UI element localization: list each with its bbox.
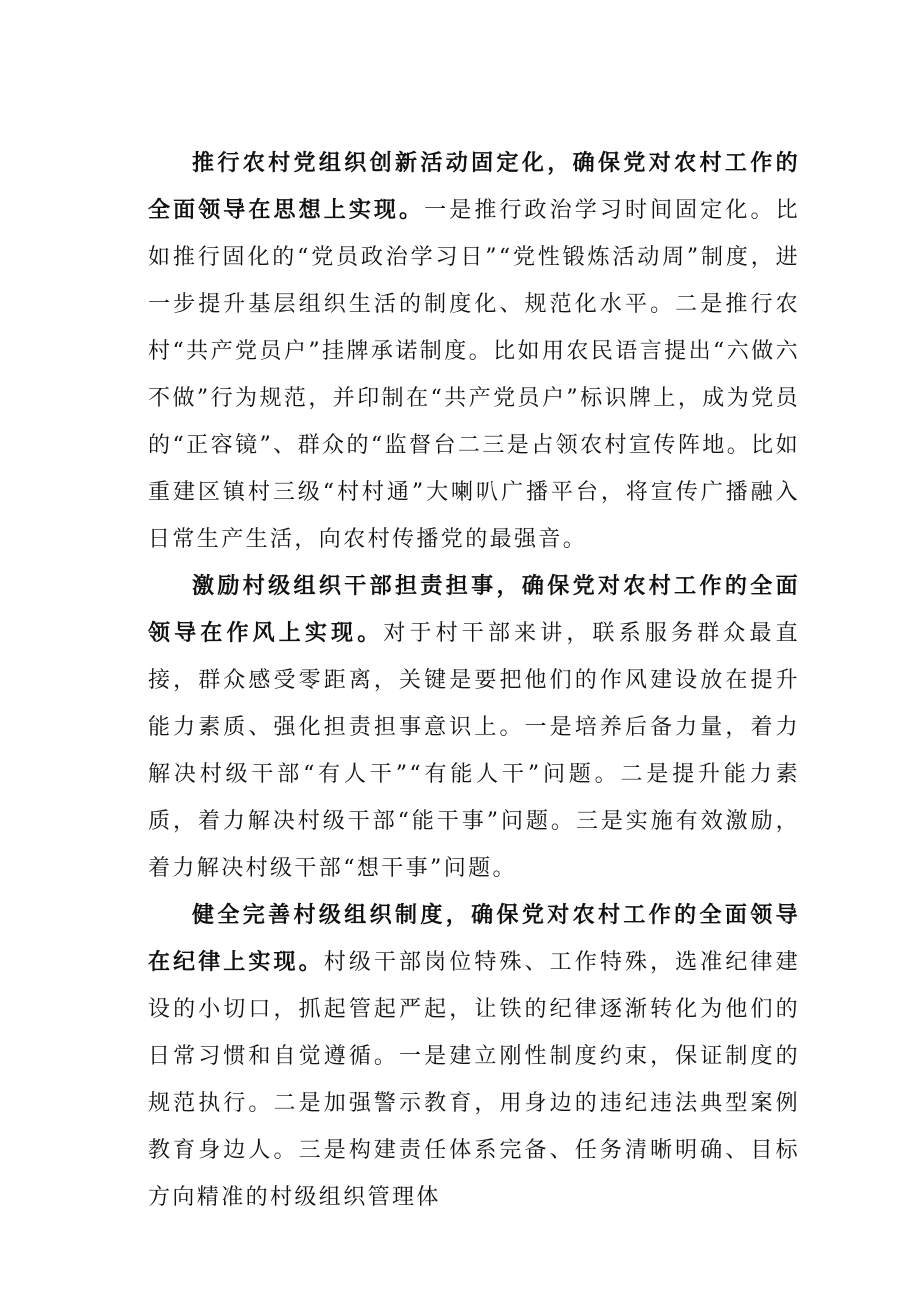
paragraph-lead: 推行农村党组织创新活动固定化，确保党对农村工作的全面领导在思想上实现。 [148, 150, 800, 223]
paragraph-discipline [148, 892, 800, 1221]
paragraph-lead: 激励村级组织干部担责担事，确保党对农村工作的全面领导在作风上实现。 [148, 573, 800, 646]
paragraph-thought [148, 140, 800, 563]
paragraph-text: 对于村干部来讲，联系服务群众最直接，群众感受零距离，关键是要把他们的作风建设放在提升能力素质、强化担责担事意识上。一是培养后备力量，着力解决村级干部“有人干”“有能人干”问题。二是提升能力素质，着力解决村级干部“能干事”问题。三是实施有效激励，着力解决村级干部“想干事”问题。 [148, 621, 801, 881]
paragraph-text: 村级干部岗位特殊、工作特殊，选准纪律建设的小切口，抓起管起严起，让铁的纪律逐渐转化为他们的日常习惯和自觉遵循。一是建立刚性制度约束，保证制度的规范执行。二是加强警示教育，用身边的违纪违法典型案例教育身边人。三是构建责任体系完备、任务清晰明确、目标方向精准的村级组织管理体 [148, 950, 800, 1210]
paragraph-style [148, 563, 800, 892]
paragraph-text: 一是推行政治学习时间固定化。比如推行固化的“党员政治学习日”“党性锻炼活动周”制度，进一步提升基层组织生活的制度化、规范化水平。二是推行农村“共产党员户”挂牌承诺制度。比如用农民语言提出“六做六不做”行为规范，并印制在“共产党员户”标识牌上，成为党员的“正容镜”、群众的“监督台二三是占领农村宣传阵地。比如重建区镇村三级“村村通”大喇叭广播平台，将宣传广播融入日常生产生活，向农村传播党的最强音。 [148, 198, 800, 552]
document-body [148, 140, 800, 1221]
paragraph-lead: 健全完善村级组织制度，确保党对农村工作的全面领导在纪律上实现。 [148, 902, 800, 975]
